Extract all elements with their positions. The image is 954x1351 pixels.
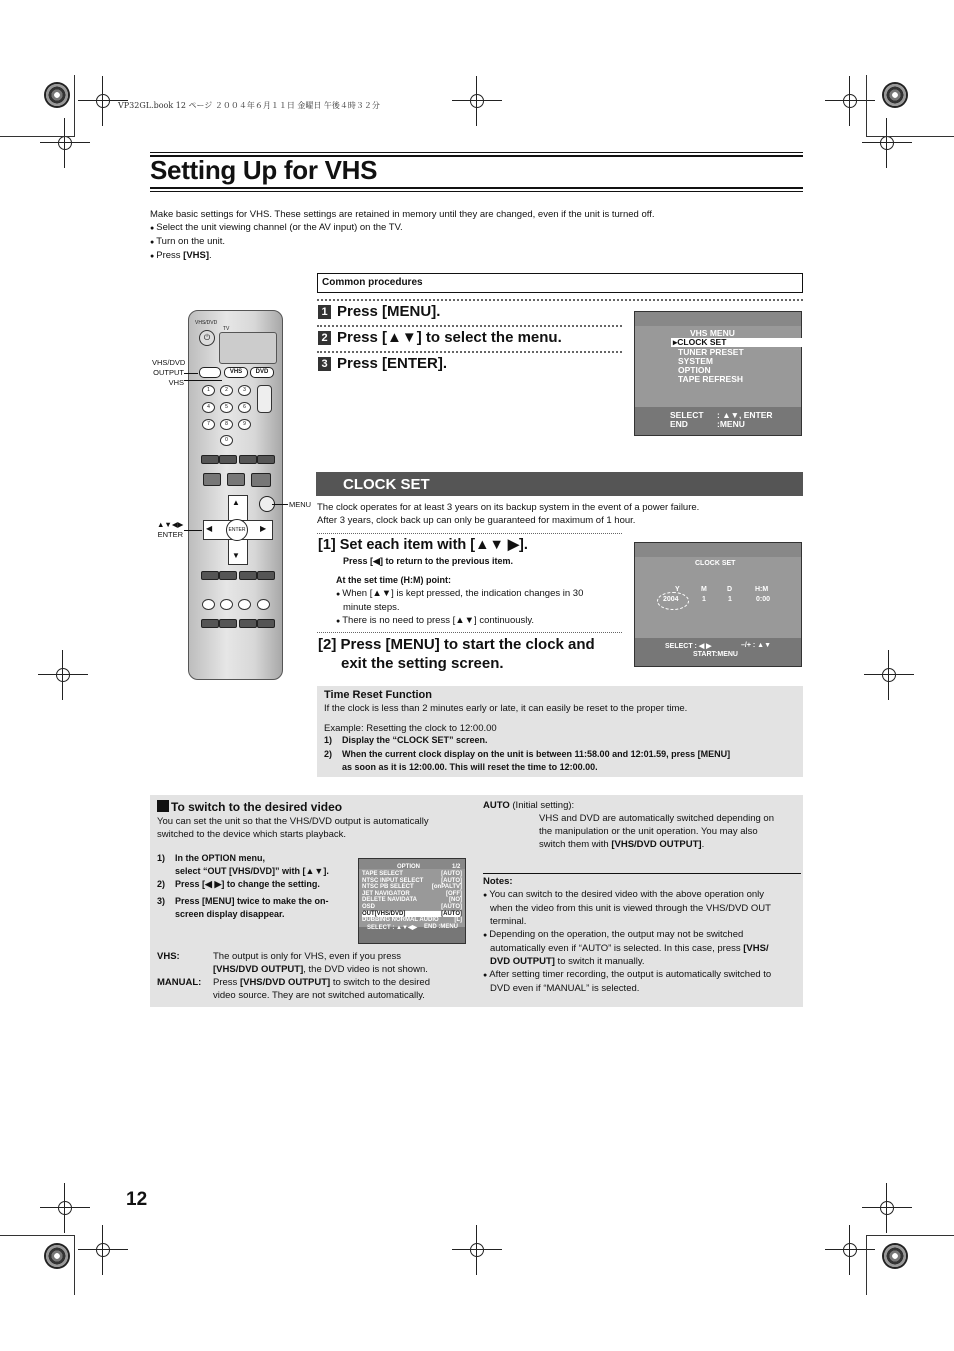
clock-header-d: D [727,586,733,593]
crosshair-icon [50,128,80,158]
option-row: TAPE SELECT [AUTO] [362,871,462,877]
notes: Notes: ● You can switch to the desired video with the above operation only when the video from this unit is viewed through the VHS/DVD OUT terminal. ● Depending on the operation, the output may not be switched automatically even if “AUTO” is selected. In this case, press [VHS/ DVD OUTPUT] to switch it manually. ● After setting timer recording, the output is automatically switched to DVD even if “MANUAL” is selected. [483,875,803,995]
play-button [251,473,271,487]
divider [317,325,622,327]
power-icon: ⏻ [199,330,215,346]
crosshair-icon [874,660,904,690]
crosshair-icon [462,86,492,116]
crosshair-icon [462,1235,492,1265]
remote-tv-label: TV [223,326,230,332]
crop-mark [0,136,74,137]
function-button [257,599,270,610]
function-button [239,571,257,580]
clock-set-heading: CLOCK SET [316,472,803,496]
registration-disc-icon [882,82,908,108]
callout-line [184,530,202,531]
set-time-label: At the set time (H:M) point: [336,575,451,585]
registration-disc-icon [882,1243,908,1269]
intro-bullet: ● Select the unit viewing channel (or the AV input) on the TV. [150,221,810,235]
intro-text [150,208,810,263]
callout-vhs-dvd-output: VHS/DVD OUTPUT VHS [152,358,186,387]
vhs-button: VHS [224,367,248,378]
clock-value-d: 1 [728,596,732,603]
switch-video-steps: 1) In the OPTION menu, select “OUT [VHS/DVD]” with [▲▼]. 2) Press [◀ ▶] to change the setting. 3) Press [MENU] twice to make the on- screen display disappear. [157,853,329,919]
number-button: 8 [220,419,233,430]
registration-disc-icon [44,82,70,108]
crosshair-icon [872,128,902,158]
number-button: 9 [238,419,251,430]
step-3: 3 Press [ENTER]. [318,355,447,372]
clock-value-y: 2004 [663,596,679,603]
step-2: 2 Press [▲▼] to select the menu. [318,329,562,346]
time-reset-example: Example: Resetting the clock to 12:00.00 [324,723,497,734]
option-page: 1/2 [452,864,461,870]
clock-step-2: [2] Press [MENU] to start the clock and exit the setting screen. [318,636,595,672]
function-button [257,571,275,580]
function-button [239,619,257,628]
crop-mark [74,75,75,137]
clock-screen-title: CLOCK SET [695,560,736,567]
divider [317,533,622,534]
vhs-menu-footer-select-val: : ▲▼, ENTER [717,410,773,420]
print-header-note: VP32GL.book 12 ページ ２００４年６月１１日 金曜日 午後４時３２分 [118,101,380,110]
page-title: Setting Up for VHS [150,155,378,185]
vhs-menu-item: SYSTEM [678,356,713,366]
vhs-menu-item-selected: ▸CLOCK SET [671,338,803,347]
transport-button [219,455,237,464]
callout-line [272,504,288,505]
crosshair-icon [872,1193,902,1223]
callout-line [184,380,222,381]
enter-button: ENTER [226,519,248,541]
function-button [219,619,237,628]
option-title: OPTION [397,864,421,870]
common-procedures-box [317,273,803,293]
number-button: 3 [238,385,251,396]
number-button: 7 [202,419,215,430]
option-row: DELETE NAVIDATA [NO] [362,897,462,904]
clock-value-hm: 0:00 [756,596,771,603]
clock-set-screen [634,542,802,667]
step-1: 1 Press [MENU]. [318,303,440,320]
function-button [220,599,233,610]
vhs-menu-footer-end-val: :MENU [717,419,745,429]
remote-top-label: VHS/DVD [195,320,218,326]
tv-panel [219,332,277,364]
clock-step-1: [1] Set each item with [▲▼ ▶]. [318,537,528,553]
intro-bullet: ● Turn on the unit. [150,235,810,249]
set-time-notes: ● When [▲▼] is kept pressed, the indication changes in 30 minute steps. ● There is no need to press [▲▼] continuously. [336,587,621,628]
dpad [201,493,273,565]
divider [317,351,622,353]
clock-footer-start: START:MENU [693,651,738,658]
vhs-menu-item: OPTION [678,365,711,375]
dvd-button: DVD [250,367,274,378]
callout-line [184,373,198,374]
clock-footer-plusminus: –/+ : ▲▼ [741,642,772,649]
clock-header-hm: H:M [755,586,769,593]
crosshair-icon [50,1193,80,1223]
time-reset-title: Time Reset Function [324,689,432,701]
time-reset-desc: If the clock is less than 2 minutes early or late, it can easily be reset to the proper time. [324,703,688,714]
crosshair-icon [88,1235,118,1265]
vhs-menu-footer-select: SELECT [670,410,704,420]
time-reset-step-1: 1) Display the “CLOCK SET” screen. [324,735,488,745]
crop-mark [74,1235,75,1295]
square-bullet-icon [157,800,169,812]
title-rule-top [150,152,803,153]
stop-button [203,473,221,486]
callout-nav: ▲▼◀▶ ENTER [157,520,184,539]
clock-footer-select: SELECT : ◀ ▶ [665,643,712,650]
function-button [201,619,219,628]
transport-button [239,455,257,464]
title-rule-bottom [150,187,803,189]
number-button: 4 [202,402,215,413]
crosshair-icon [835,86,865,116]
option-row: NTSC INPUT SELECT [AUTO] [362,877,462,884]
option-row: NTSC PB SELECT [onPALTV] [362,884,462,891]
number-button: 1 [202,385,215,396]
vhs-menu-screen [634,311,802,436]
remote-control-illustration [188,310,283,680]
function-button [201,571,219,580]
auto-mode-desc: AUTO (Initial setting): VHS and DVD are automatically switched depending on the manipulation or the unit operation. You may also switch them with [VHS/DVD OUTPUT]. [483,800,774,850]
arrow-right-icon: ▶ [260,524,267,533]
function-button [257,619,275,628]
number-button: 0 [220,435,233,446]
switch-video-title: To switch to the desired video [157,800,342,814]
crosshair-icon [88,86,118,116]
arrow-down-icon: ▼ [232,551,240,560]
crosshair-icon [835,1235,865,1265]
option-row: DUBBING NORMAL AUDIO [L] [362,917,462,924]
notes-rule [483,873,801,874]
vhs-menu-item: TUNER PRESET [678,347,744,357]
crop-mark [866,75,867,137]
pause-button [227,473,245,486]
common-procedures-label: Common procedures [322,277,423,288]
registration-disc-icon [44,1243,70,1269]
vhs-menu-footer-end: END [670,419,688,429]
number-button: 2 [220,385,233,396]
clock-set-description: The clock operates for at least 3 years on its backup system in the event of a power failure. After 3 years, clock back up can only be guaranteed for maximum of 1 hour. [317,502,700,526]
ch-rocker [257,385,272,413]
vhs-menu-title: VHS MENU [690,328,735,338]
option-footer-end: END :MENU [424,924,458,930]
clock-header-m: M [701,586,707,593]
clock-header-y: Y [675,586,680,593]
output-button [199,367,221,378]
transport-button [201,455,219,464]
crop-mark [866,1235,867,1295]
divider [317,632,622,633]
function-button [202,599,215,610]
function-button [238,599,251,610]
transport-button [257,455,275,464]
intro-bullet: ● Press [VHS]. [150,249,810,263]
callout-menu: MENU [289,500,312,509]
option-screen [358,858,466,944]
option-row-selected: OUT[VHS/DVD] [AUTO] [362,910,462,917]
number-button: 5 [220,402,233,413]
crosshair-icon [48,660,78,690]
option-row: OSD [AUTO] [362,903,462,910]
option-footer-select: SELECT : ▲▼◀▶ [367,925,418,931]
switch-video-desc: You can set the unit so that the VHS/DVD output is automatically switched to the device which starts playback. [157,816,429,840]
number-button: 6 [238,402,251,413]
time-reset-step-2: 2) When the current clock display on the unit is between 11:58.00 and 12:01.59, press [MENU] as soon as it is 12:00.00. This will reset the time to 12:00.00. [324,749,731,772]
arrow-left-icon: ◀ [206,524,213,533]
function-button [219,571,237,580]
arrow-up-icon: ▲ [232,498,240,507]
divider [317,299,803,301]
vhs-menu-item: TAPE REFRESH [678,374,744,384]
crop-mark [866,1235,954,1236]
vhs-mode-desc: VHS: The output is only for VHS, even if you press [VHS/DVD OUTPUT], the DVD video is not shown. MANUAL: Press [VHS/DVD OUTPUT] to switch to the desired video source. They are not switched automatically. [157,951,430,1001]
intro-line: Make basic settings for VHS. These settings are retained in memory until they are changed, even if the unit is turned off. [150,209,655,220]
crop-mark [0,1235,74,1236]
crop-mark [866,136,954,137]
page-number: 12 [126,1189,148,1210]
title-rule-bottom2 [150,191,803,192]
clock-step-1-sub: Press [◀] to return to the previous item. [343,556,513,566]
option-row: JET NAVIGATOR [OFF] [362,890,462,897]
clock-value-m: 1 [702,596,706,603]
